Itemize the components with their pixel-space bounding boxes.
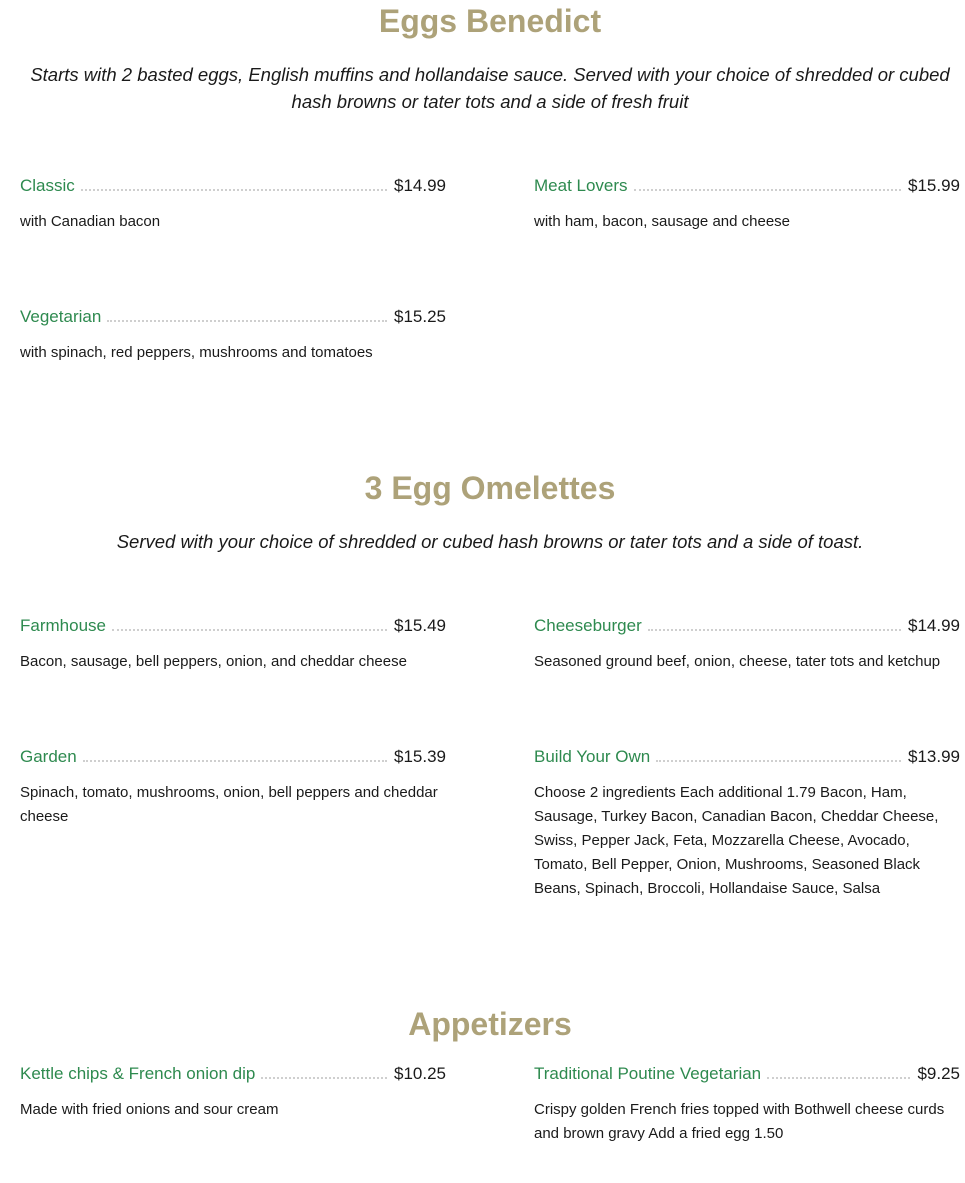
item-price: $10.25 — [394, 1064, 446, 1083]
section-title-eggs-benedict: Eggs Benedict — [378, 3, 602, 39]
item-name: Meat Lovers — [534, 176, 628, 195]
item-price: $9.25 — [917, 1064, 960, 1083]
item-price: $13.99 — [908, 747, 960, 766]
item-description: Made with fried onions and sour cream — [20, 1101, 279, 1118]
item-description: with ham, bacon, sausage and cheese — [534, 213, 791, 230]
dot-leader — [634, 188, 901, 191]
item-price: $15.25 — [394, 307, 446, 326]
item-description: Bacon, sausage, bell peppers, onion, and cheddar cheese — [20, 653, 407, 670]
item-description: Spinach, tomato, mushrooms, onion, bell peppers and cheddar cheese — [20, 784, 438, 825]
dot-leader — [112, 628, 387, 631]
item-price: $15.49 — [394, 616, 446, 635]
section-title-appetizers: Appetizers — [408, 1006, 572, 1042]
item-price: $14.99 — [908, 616, 960, 635]
item-price: $15.99 — [908, 176, 960, 195]
dot-leader — [767, 1076, 910, 1079]
menu-item-poutine — [534, 1062, 960, 1146]
item-name: Build Your Own — [534, 747, 651, 766]
menu-item-build-your-own — [534, 745, 960, 901]
section-description-eggs-benedict: Starts with 2 basted eggs, English muffins and hollandaise sauce. Served with your choice of shredded or cubed hash browns or tater tots and a side of fresh fruit — [30, 64, 950, 112]
item-price: $14.99 — [394, 176, 446, 195]
item-name: Farmhouse — [20, 616, 106, 635]
menu-item-kettle-chips — [20, 1062, 446, 1122]
item-name: Kettle chips & French onion dip — [20, 1064, 256, 1083]
item-description: Seasoned ground beef, onion, cheese, tater tots and ketchup — [534, 653, 941, 670]
dot-leader — [648, 628, 901, 631]
menu-item-meat-lovers — [534, 174, 960, 234]
dot-leader — [83, 759, 387, 762]
item-description: Choose 2 ingredients Each additional 1.79 Bacon, Ham, Sausage, Turkey Bacon, Canadian Bacon, Cheddar Cheese, Swiss, Pepper Jack, Feta, Mozzarella Cheese, Avocado, Tomato, Bell Pepper, Onion, Mushrooms, Seasoned Black Beans, Spinach, Broccoli, Hollandaise Sauce, Salsa — [534, 784, 939, 897]
item-description: Crispy golden French fries topped with Bothwell cheese curds and brown gravy Add a fried egg 1.50 — [534, 1101, 945, 1142]
section-description-omelettes: Served with your choice of shredded or cubed hash browns or tater tots and a side of toast. — [116, 531, 864, 552]
item-name: Traditional Poutine Vegetarian — [534, 1064, 762, 1083]
section-title-omelettes: 3 Egg Omelettes — [364, 470, 616, 506]
dot-leader — [261, 1076, 387, 1079]
menu-item-vegetarian — [20, 305, 446, 365]
item-name: Cheeseburger — [534, 616, 642, 635]
item-name: Garden — [20, 747, 77, 766]
item-description: with Canadian bacon — [20, 213, 161, 230]
item-name: Classic — [20, 176, 75, 195]
item-price: $15.39 — [394, 747, 446, 766]
dot-leader — [656, 759, 901, 762]
dot-leader — [81, 188, 387, 191]
dot-leader — [107, 319, 387, 322]
menu-item-garden — [20, 745, 446, 829]
menu-item-farmhouse — [20, 614, 446, 674]
item-description: with spinach, red peppers, mushrooms and tomatoes — [20, 344, 373, 361]
item-name: Vegetarian — [20, 307, 102, 326]
menu-item-cheeseburger — [534, 614, 960, 674]
menu-item-classic — [20, 174, 446, 234]
